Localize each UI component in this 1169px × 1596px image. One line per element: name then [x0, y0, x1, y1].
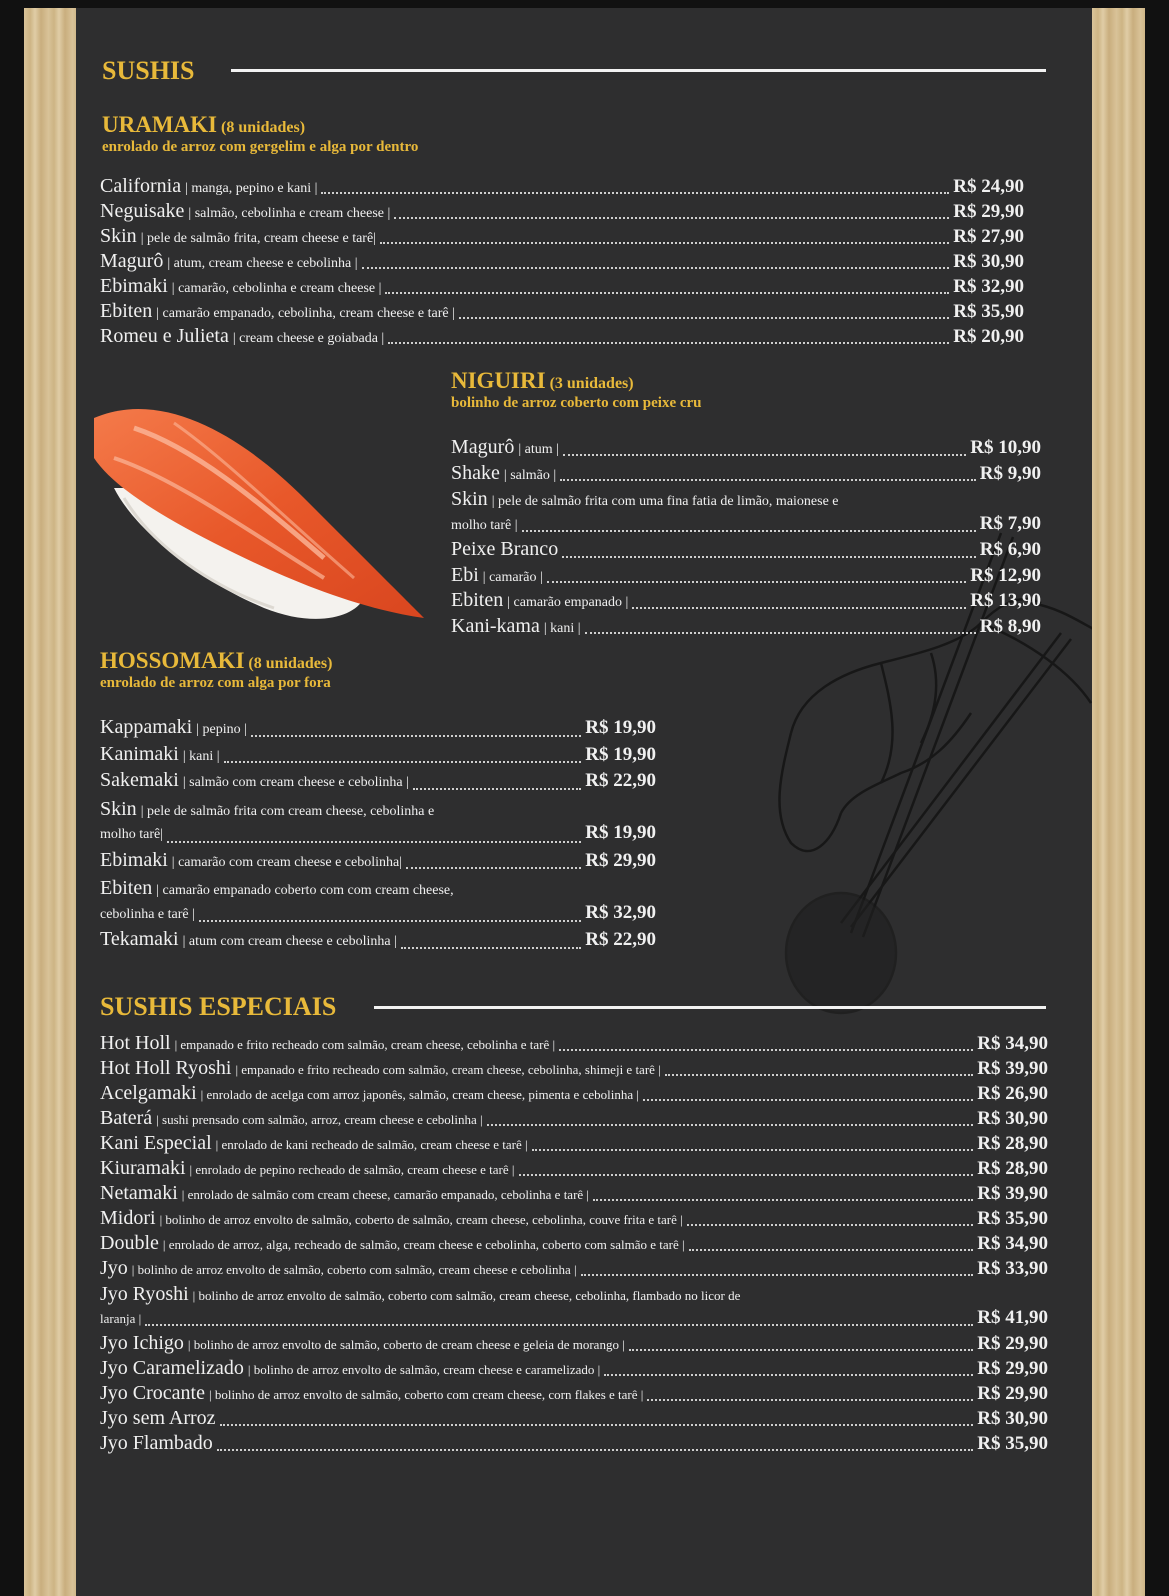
dot-leader	[224, 761, 582, 763]
menu-item-price: R$ 12,90	[970, 564, 1041, 586]
menu-item	[451, 513, 1041, 539]
menu-item-desc: | bolinho de arroz envolto de salmão, coberto com cream cheese, corn flakes e tarê |	[208, 1387, 644, 1402]
menu-item	[100, 300, 1024, 325]
menu-item-desc: | salmão, cebolinha e cream cheese |	[188, 206, 391, 221]
menu-item	[100, 716, 656, 743]
menu-item-desc: molho tarê |	[451, 517, 518, 533]
menu-item-name: Magurô	[451, 436, 515, 458]
dot-leader	[251, 735, 581, 737]
menu-item-line	[100, 875, 656, 902]
menu-item-name: Ebiten	[451, 589, 504, 611]
dot-leader	[687, 1224, 974, 1226]
menu-item-price: R$ 29,90	[977, 1333, 1048, 1354]
menu-item	[100, 1407, 1048, 1432]
uramaki-list	[100, 175, 1024, 350]
menu-item-name: Jyo Ichigo	[100, 1332, 184, 1354]
menu-item-price: R$ 27,90	[953, 226, 1024, 247]
menu-item-name: Jyo Caramelizado	[100, 1357, 244, 1379]
dot-leader	[199, 920, 581, 922]
menu-item-price: R$ 13,90	[970, 590, 1041, 611]
dot-leader	[406, 867, 581, 869]
dot-leader	[388, 342, 949, 344]
menu-item-desc: | enrolado de pepino recheado de salmão, cream cheese e tarê |	[189, 1162, 515, 1177]
dot-leader	[217, 1449, 973, 1451]
dot-leader	[167, 841, 581, 843]
menu-item-line	[451, 487, 1041, 513]
menu-item	[100, 275, 1024, 300]
menu-item-desc: | pele de salmão frita com cream cheese, cebolinha e	[140, 803, 435, 819]
menu-item-desc: | enrolado de arroz, alga, recheado de salmão, cream cheese e cebolinha, coberto com salmão e tarê |	[162, 1237, 685, 1252]
menu-item	[100, 769, 656, 796]
menu-item-name: Ebiten	[100, 300, 153, 322]
menu-item-name: Jyo Ryoshi	[100, 1283, 189, 1305]
menu-item-desc: | bolinho de arroz envolto de salmão, cream cheese e caramelizado |	[247, 1362, 601, 1377]
dot-leader	[629, 1349, 973, 1351]
menu-item-price: R$ 19,90	[585, 717, 656, 738]
menu-item-desc: | atum com cream cheese e cebolinha |	[182, 934, 397, 949]
menu-item-desc: | atum, cream cheese e cebolinha |	[167, 256, 358, 271]
menu-item-name: Ebiten	[100, 877, 153, 899]
menu-item-desc: | camarão empanado, cebolinha, cream cheese e tarê |	[156, 306, 455, 321]
menu-item	[100, 250, 1024, 275]
dot-leader	[559, 1049, 973, 1051]
menu-item-name: Romeu e Julieta	[100, 325, 229, 347]
especiais-list	[100, 1032, 1048, 1457]
menu-item-price: R$ 34,90	[977, 1033, 1048, 1054]
menu-item-name: Jyo Crocante	[100, 1382, 205, 1404]
dot-leader	[413, 788, 581, 790]
hossomaki-qty: (8 unidades)	[248, 655, 333, 672]
hossomaki-heading	[100, 648, 332, 692]
menu-item-name: Jyo sem Arroz	[100, 1407, 216, 1429]
menu-item	[100, 175, 1024, 200]
hossomaki-desc: enrolado de arroz com alga por fora	[100, 675, 331, 691]
menu-item	[100, 1232, 1048, 1257]
menu-item	[100, 1132, 1048, 1157]
niguiri-list	[451, 436, 1041, 640]
menu-item-name: Hot Holl	[100, 1032, 171, 1054]
dot-leader	[385, 292, 949, 294]
menu-item-desc: | camarão com cream cheese e cebolinha|	[171, 854, 403, 870]
menu-item-name: Kani-kama	[451, 614, 540, 637]
menu-item-price: R$ 35,90	[953, 301, 1024, 322]
menu-item-desc: | manga, pepino e kani |	[185, 181, 318, 196]
menu-item	[100, 1082, 1048, 1107]
menu-item-line	[100, 796, 656, 823]
menu-item	[451, 462, 1041, 488]
uramaki-desc: enrolado de arroz com gergelim e alga por dentro	[102, 139, 419, 155]
menu-item-name: Hot Holl Ryoshi	[100, 1057, 232, 1079]
menu-item	[100, 1057, 1048, 1082]
menu-item-desc: | cream cheese e goiabada |	[232, 331, 385, 346]
menu-item-name: Acelgamaki	[100, 1082, 197, 1104]
hossomaki-list	[100, 716, 656, 955]
menu-item-name: Kani Especial	[100, 1132, 212, 1154]
menu-item	[100, 325, 1024, 350]
menu-item-desc: | sushi prensado com salmão, arroz, cream cheese e cebolinha |	[156, 1112, 483, 1127]
niguiri-title: NIGUIRI	[451, 368, 546, 393]
menu-item-desc: | kani |	[543, 620, 581, 636]
menu-item	[100, 1307, 1048, 1332]
uramaki-qty: (8 unidades)	[221, 119, 306, 136]
menu-item-desc: | empanado e frito recheado com salmão, cream cheese, cebolinha, shimeji e tarê |	[235, 1062, 661, 1077]
menu-item	[100, 1357, 1048, 1382]
dot-leader	[632, 607, 966, 609]
menu-item-price: R$ 24,90	[953, 176, 1024, 197]
menu-item	[451, 589, 1041, 615]
menu-item-price: R$ 39,90	[977, 1183, 1048, 1204]
menu-item-price: R$ 34,90	[977, 1233, 1048, 1254]
dot-leader	[689, 1249, 974, 1251]
menu-item	[100, 1032, 1048, 1057]
menu-item-desc: | camarão empanado |	[507, 595, 629, 610]
salmon-nigiri-photo	[76, 378, 444, 638]
menu-item-price: R$ 30,90	[977, 1108, 1048, 1129]
menu-item-price: R$ 30,90	[977, 1408, 1048, 1429]
title-rule	[374, 1006, 1046, 1009]
menu-item-price: R$ 35,90	[977, 1208, 1048, 1229]
dot-leader	[487, 1124, 974, 1126]
dot-leader	[401, 947, 581, 949]
menu-item-desc: | kani |	[182, 748, 220, 764]
menu-item	[100, 743, 656, 770]
menu-item-price: R$ 33,90	[977, 1258, 1048, 1279]
title-rule	[231, 69, 1046, 72]
niguiri-desc: bolinho de arroz coberto com peixe cru	[451, 395, 702, 411]
menu-item-desc: | pele de salmão frita, cream cheese e tarê|	[140, 231, 376, 246]
menu-item-desc: | bolinho de arroz envolto de salmão, coberto com salmão, cream cheese e cebolinha |	[131, 1262, 577, 1277]
menu-item-name: Skin	[100, 797, 137, 820]
uramaki-heading	[102, 112, 418, 156]
menu-item-name: Double	[100, 1232, 159, 1254]
section-title-text: SUSHIS ESPECIAIS	[100, 992, 337, 1021]
menu-item-price: R$ 39,90	[977, 1058, 1048, 1079]
wood-panel-right	[1092, 8, 1145, 1596]
dot-leader	[321, 192, 949, 194]
menu-item-desc: | salmão com cream cheese e cebolinha |	[182, 775, 409, 790]
menu-item-desc: | enrolado de kani recheado de salmão, cream cheese e tarê |	[215, 1137, 528, 1152]
menu-item-desc: | bolinho de arroz envolto de salmão, coberto de salmão, cream cheese, cebolinha, couve frita e tarê |	[159, 1212, 683, 1227]
dot-leader	[643, 1099, 973, 1101]
menu-item-price: R$ 29,90	[585, 849, 656, 871]
menu-item	[100, 928, 656, 955]
menu-item-name: Skin	[451, 488, 488, 510]
menu-item-name: Ebimaki	[100, 848, 168, 871]
menu-item-name: Jyo Flambado	[100, 1432, 213, 1454]
dot-leader	[562, 556, 976, 558]
menu-item-name: Kiuramaki	[100, 1157, 186, 1179]
menu-item-name: Baterá	[100, 1107, 153, 1129]
dot-leader	[522, 530, 976, 532]
menu-item-desc: | pepino |	[196, 722, 247, 737]
section-title-especiais	[100, 992, 336, 1022]
menu-item-desc: | enrolado de acelga com arroz japonês, salmão, cream cheese, pimenta e cebolinha |	[200, 1087, 639, 1102]
menu-item-desc: cebolinha e tarê |	[100, 906, 195, 922]
wood-panel-left	[24, 8, 76, 1596]
niguiri-qty: (3 unidades)	[549, 375, 634, 392]
menu-item-desc: | salmão |	[503, 467, 557, 483]
menu-item-price: R$ 28,90	[977, 1133, 1048, 1154]
menu-item-price: R$ 9,90	[979, 462, 1041, 484]
menu-item-name: Ebi	[451, 563, 479, 586]
menu-item-desc: | pele de salmão frita com uma fina fatia de limão, maionese e	[491, 494, 839, 509]
dot-leader	[532, 1149, 974, 1151]
menu-item-price: R$ 8,90	[979, 615, 1041, 637]
menu-item-price: R$ 28,90	[977, 1158, 1048, 1179]
menu-item-name: Midori	[100, 1207, 156, 1229]
section-title-sushis	[102, 56, 195, 86]
menu-item-desc: molho tarê|	[100, 827, 164, 842]
menu-item-price: R$ 26,90	[977, 1083, 1048, 1104]
menu-item-price: R$ 32,90	[585, 901, 656, 923]
menu-item-name: Jyo	[100, 1257, 128, 1279]
menu-item-price: R$ 19,90	[585, 822, 656, 843]
menu-item	[100, 225, 1024, 250]
menu-item	[100, 1182, 1048, 1207]
menu-item-price: R$ 35,90	[977, 1433, 1048, 1454]
menu-item-desc: | bolinho de arroz envolto de salmão, coberto com salmão, cream cheese, cebolinha, flambado no licor de	[192, 1288, 741, 1303]
menu-item-price: R$ 10,90	[970, 437, 1041, 458]
menu-item	[100, 1107, 1048, 1132]
dot-leader	[362, 267, 950, 269]
menu-item-name: Neguisake	[100, 200, 185, 222]
niguiri-heading	[451, 368, 702, 412]
dot-leader	[145, 1324, 973, 1326]
menu-item-price: R$ 7,90	[979, 512, 1041, 534]
dot-leader	[459, 317, 949, 319]
menu-item-name: Peixe Branco	[451, 538, 559, 560]
menu-item-name: Shake	[451, 461, 500, 484]
menu-board	[76, 8, 1092, 1596]
menu-item	[451, 615, 1041, 641]
menu-item	[100, 1257, 1048, 1282]
menu-item-price: R$ 22,90	[585, 929, 656, 950]
dot-leader	[647, 1399, 973, 1401]
dot-leader	[560, 479, 976, 481]
dot-leader	[547, 581, 966, 583]
menu-item-desc: | camarão, cebolinha e cream cheese |	[171, 281, 382, 296]
section-title-text: SUSHIS	[102, 56, 195, 85]
dot-leader	[604, 1374, 973, 1376]
dot-leader	[519, 1174, 974, 1176]
menu-item-price: R$ 19,90	[585, 743, 656, 765]
menu-item	[100, 849, 656, 876]
uramaki-title: URAMAKI	[102, 112, 217, 137]
menu-item-name: Ebimaki	[100, 275, 168, 297]
menu-item-name: Tekamaki	[100, 928, 179, 950]
menu-item	[100, 1207, 1048, 1232]
menu-item-price: R$ 32,90	[953, 276, 1024, 297]
dot-leader	[581, 1274, 974, 1276]
dot-leader	[220, 1424, 974, 1426]
menu-item-name: Netamaki	[100, 1182, 178, 1204]
menu-item-name: Kanimaki	[100, 742, 179, 765]
menu-item-price: R$ 30,90	[953, 251, 1024, 272]
menu-item-price: R$ 29,90	[977, 1383, 1048, 1404]
menu-item	[100, 200, 1024, 225]
menu-item-desc: | bolinho de arroz envolto de salmão, coberto de cream cheese e geleia de morango |	[187, 1337, 625, 1352]
menu-item-line	[100, 1282, 1048, 1307]
hossomaki-title: HOSSOMAKI	[100, 648, 245, 673]
menu-item-price: R$ 6,90	[979, 539, 1041, 560]
menu-item	[100, 1432, 1048, 1457]
menu-item-price: R$ 20,90	[953, 326, 1024, 347]
menu-item-name: Magurô	[100, 250, 164, 272]
dot-leader	[585, 632, 976, 634]
menu-item-desc: | camarão |	[482, 569, 543, 585]
menu-item	[100, 1157, 1048, 1182]
menu-item-price: R$ 29,90	[953, 201, 1024, 222]
menu-item-name: Skin	[100, 225, 137, 247]
dot-leader	[665, 1074, 973, 1076]
menu-item	[100, 1382, 1048, 1407]
menu-item-price: R$ 22,90	[585, 770, 656, 791]
menu-item-desc: laranja |	[100, 1311, 142, 1326]
dot-leader	[394, 217, 949, 219]
menu-item	[100, 822, 656, 849]
menu-item-name: California	[100, 175, 182, 197]
menu-item-name: Kappamaki	[100, 716, 193, 738]
menu-item-desc: | enrolado de salmão com cream cheese, camarão empanado, cebolinha e tarê |	[181, 1187, 590, 1202]
menu-item	[100, 902, 656, 929]
dot-leader	[563, 454, 966, 456]
dot-leader	[593, 1199, 973, 1201]
dot-leader	[380, 242, 949, 244]
menu-item-price: R$ 41,90	[977, 1307, 1048, 1328]
menu-item-name: Sakemaki	[100, 769, 179, 791]
menu-item-price: R$ 29,90	[977, 1358, 1048, 1379]
menu-item-desc: | camarão empanado coberto com com cream cheese,	[156, 883, 454, 898]
menu-item	[451, 538, 1041, 564]
menu-item	[100, 1332, 1048, 1357]
menu-item	[451, 564, 1041, 590]
menu-item-desc: | atum |	[518, 442, 559, 457]
menu-item	[451, 436, 1041, 462]
menu-item-desc: | empanado e frito recheado com salmão, cream cheese, cebolinha e tarê |	[174, 1037, 556, 1052]
